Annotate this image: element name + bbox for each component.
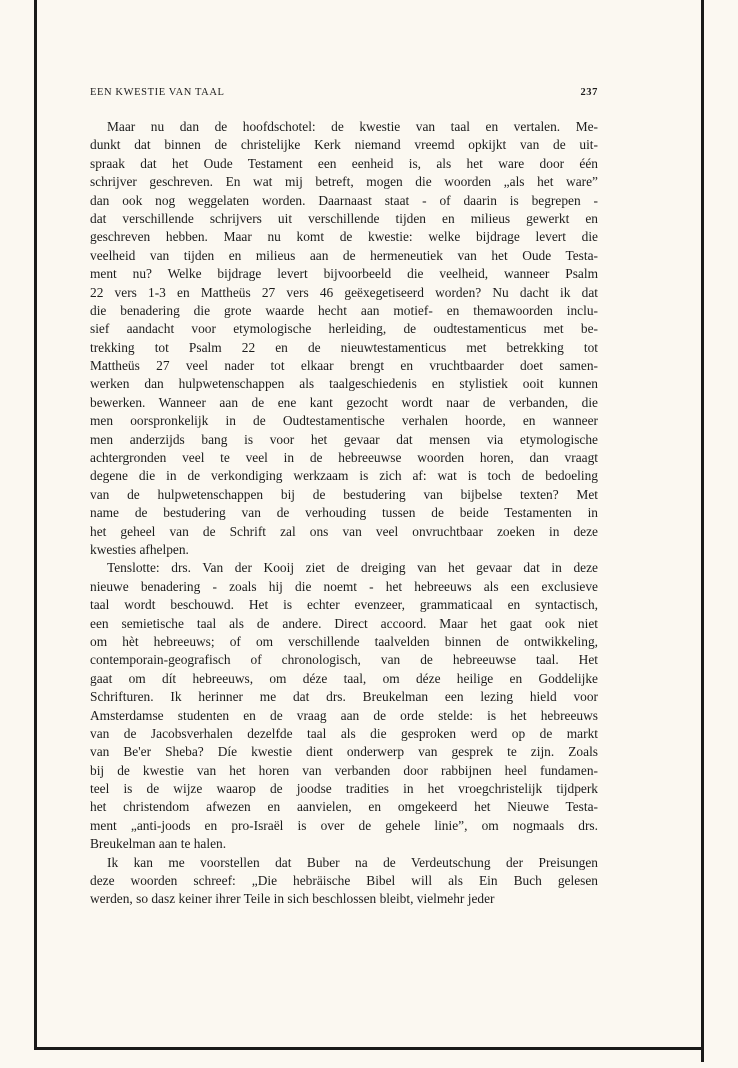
text-line: Amsterdamse studenten en de vraag aan de orde stelde: is het hebreeuws — [90, 707, 598, 723]
text-line: 22 vers 1-3 en Mattheüs 27 vers 46 geëxegetiseerd worden? Nu dacht ik dat — [90, 284, 598, 300]
text-line: men anderzijds bang is voor het gevaar dat mensen via etymologische — [90, 431, 598, 447]
text-line: degene die in de verkondiging werkzaam is zich af: wat is toch de bedoeling — [90, 468, 598, 484]
running-header — [90, 87, 598, 103]
text-line: men oorspronkelijk in de Oudtestamentische verhalen hoorde, en wanneer — [90, 413, 598, 429]
text-line: taal wordt beschouwd. Het is echter evenzeer, grammaticaal en syntactisch, — [90, 597, 598, 613]
text-line: ment nu? Welke bijdrage levert bijvoorbeeld die veelheid, wanneer Psalm — [90, 266, 598, 282]
text-line: nieuwe benadering - zoals hij die noemt - het hebreeuws als een exclusieve — [90, 578, 598, 594]
paragraph-3 — [90, 854, 598, 909]
text-line: geschreven hebben. Maar nu komt de kwestie: welke bijdrage levert die — [90, 229, 598, 245]
text-line: deze woorden schreef: „Die hebräische Bibel will als Ein Buch gelesen — [90, 873, 598, 889]
text-line: ment „anti-joods en pro-Israël is over de gehele linie”, om nogmaals drs. — [90, 817, 598, 833]
text-line: van de hulpwetenschappen bij de bestudering van bijbelse texten? Met — [90, 486, 598, 502]
text-line: Breukelman aan te halen. — [90, 836, 227, 852]
scan-border-bottom — [34, 1047, 704, 1050]
text-line: spraak dat het Oude Testament een eenheid is, als het ware door één — [90, 155, 598, 171]
text-line: Maar nu dan de hoofdschotel: de kwestie van taal en vertalen. Me- — [107, 119, 598, 134]
text-line: werden, so dasz keiner ihrer Teile in sich beschlossen bleibt, vielmehr jeder — [90, 891, 495, 907]
page-number: 237 — [580, 87, 598, 98]
running-title: EEN KWESTIE VAN TAAL — [90, 87, 225, 98]
text-line: van de Jacobsverhalen dezelfde taal als die gesproken werd op de markt — [90, 725, 598, 741]
scan-border-left — [34, 0, 37, 1050]
text-line: het geheel van de Schrift zal ons van veel onvruchtbaar zoeken in deze — [90, 523, 598, 539]
text-line: Schrifturen. Ik herinner me dat drs. Breukelman een lezing hield voor — [90, 689, 598, 705]
text-line: dunkt dat binnen de christelijke Kerk niemand vreemd opkijkt van de uit- — [90, 137, 598, 153]
text-line: kwesties afhelpen. — [90, 541, 189, 557]
text-line: Tenslotte: drs. Van der Kooij ziet de dreiging van het gevaar dat in deze — [107, 560, 598, 576]
text-line: veelheid van tijden en milieus aan de hermeneutiek van het Oude Testa- — [90, 247, 598, 263]
text-line: het christendom afwezen en aanvielen, en omgekeerd het Nieuwe Testa- — [90, 799, 598, 815]
text-line: van Be'er Sheba? Díe kwestie dient onderwerp van gesprek te zijn. Zoals — [90, 744, 598, 760]
text-line: Mattheüs 27 veel nader tot elkaar brengt en vruchtbaarder doet samen- — [90, 358, 598, 374]
text-line: een semietische taal als de andere. Direct accoord. Maar het gaat ook niet — [90, 615, 598, 631]
text-line: die benadering die grote waarde hecht aan motief- en themawoorden inclu- — [90, 302, 598, 318]
text-line: om hèt hebreeuws; of om verschillende taalvelden binnen de ontwikkeling, — [90, 633, 598, 649]
text-line: schrijver geschreven. En wat mij betreft, mogen die woorden „als het ware” — [90, 174, 598, 190]
scan-border-right — [701, 0, 704, 1062]
text-line: achtergronden veel te veel in de hebreeuwse woorden horen, dan vraagt — [90, 450, 598, 466]
text-line: trekking tot Psalm 22 en de nieuwtestamenticus met betrekking tot — [90, 339, 598, 355]
paragraph-2 — [90, 559, 598, 853]
text-line: name de bestudering van de verhouding tussen de beide Testamenten in — [90, 505, 598, 521]
text-line: werken dan hulpwetenschappen als taalgeschiedenis en stylistiek ooit kunnen — [90, 376, 598, 392]
text-line: bij de kwestie van het horen van verbanden door rabbijnen heel fundamen- — [90, 762, 598, 778]
paragraph-1 — [90, 118, 598, 559]
text-line: dan ook nog weggelaten worden. Daarnaast staat - of daarin is begrepen - — [90, 192, 598, 208]
text-line: contemporain-geografisch of chronologisch, van de hebreeuwse taal. Het — [90, 652, 598, 668]
body-text — [90, 118, 598, 909]
text-line: Ik kan me voorstellen dat Buber na de Verdeutschung der Preisungen — [107, 854, 598, 870]
text-line: gaat om dít hebreeuws, om déze taal, om déze heilige en Goddelijke — [90, 670, 598, 686]
text-line: bewerken. Wanneer aan de ene kant gezocht wordt naar de verbanden, die — [90, 394, 598, 410]
text-line: teel is de wijze waarop de joodse tradities in het vroegchristelijk tijdperk — [90, 781, 598, 797]
text-line: dat verschillende schrijvers uit verschillende tijden en milieus gewerkt en — [90, 210, 598, 226]
text-line: sief aandacht voor etymologische herleiding, de oudtestamenticus met be- — [90, 321, 598, 337]
